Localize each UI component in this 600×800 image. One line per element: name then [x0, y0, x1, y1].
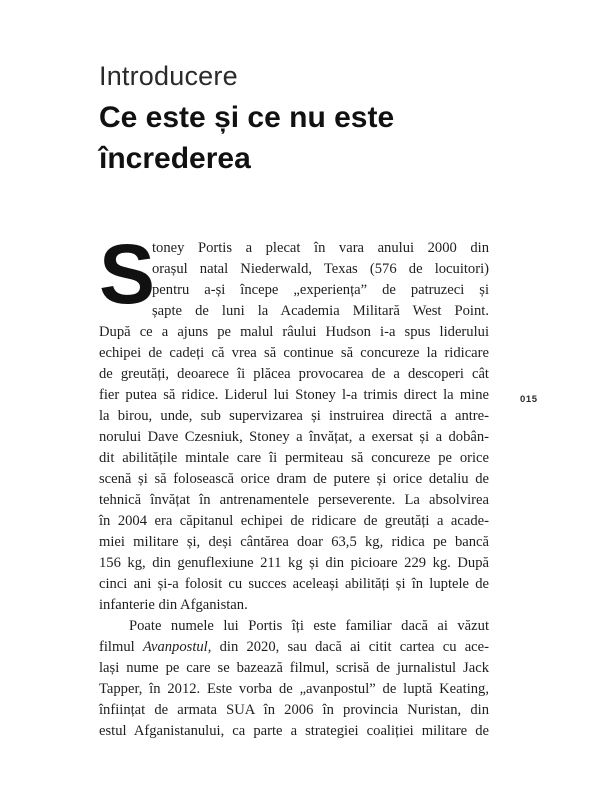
text-line: norului Dave Czesniuk, Stoney a învățat, a exersat și a dobân- [99, 429, 489, 445]
text-line: lași nume pe care se bazează filmul, scrisă de jurnalistul Jack [99, 660, 489, 676]
text-line: fier putea să ridice. Liderul lui Stoney l-a trimis direct la mine [99, 387, 489, 403]
chapter-title-line: încrederea [99, 142, 251, 175]
chapter-label: Introducere [99, 61, 238, 91]
text-line: 156 kg, din genuflexiune 211 kg și din picioare 229 kg. După [99, 555, 489, 571]
text-line: înființat de armata SUA în 2006 în provincia Nuristan, din [99, 702, 489, 718]
text-run: filmul [99, 639, 143, 655]
text-line: estul Afganistanului, ca parte a strategiei coaliției militare de [99, 723, 489, 739]
text-line: șapte de luni la Academia Militară West Point. [152, 303, 489, 319]
text-line: orașul natal Niederwald, Texas (576 de locuitori) [152, 261, 489, 277]
text-run: din 2020, sau dacă ai citit cartea cu ace- [211, 639, 489, 655]
text-line: După ce a ajuns pe malul râului Hudson i-a spus liderului [99, 324, 489, 340]
text-line: infanterie din Afganistan. [99, 597, 248, 613]
chapter-title-line: Ce este și ce nu este [99, 101, 395, 134]
text-line: dit abilitățile mintale care îi permiteau să concureze pe orice [99, 450, 489, 466]
text-line: la birou, unde, sub supervizarea și instruirea directă a antre- [99, 408, 489, 424]
text-line: în 2004 era căpitanul echipei de ridicare de greutăți a acade- [99, 513, 489, 529]
text-line: toney Portis a plecat în vara anului 2000 din [152, 240, 489, 256]
text-line: scenă și să folosească orice dram de putere și orice detaliu de [99, 471, 489, 487]
chapter-title [99, 97, 499, 179]
text-line: tehnică învățat în antrenamentele perseverente. La absolvirea [99, 492, 489, 508]
text-line [99, 637, 489, 658]
text-line: de greutăți, deoarece îi plăcea provocarea de a descoperi cât [99, 366, 489, 382]
text-line: pentru a-și începe „experiența” de patruzeci și [152, 282, 489, 298]
text-line: echipei de cadeți că vrea să continue să concureze la ridicare [99, 345, 489, 361]
text-line: Poate numele lui Portis îți este familiar dacă ai văzut [129, 618, 489, 634]
text-line: cinci ani și-a folosit cu succes aceleași abilități și în luptele de [99, 576, 489, 592]
text-line: miei militare și, deși cântărea doar 63,5 kg, ridica pe bancă [99, 534, 489, 550]
text-line: Tapper, în 2012. Este vorba de „avanpostul” de luptă Keating, [99, 681, 489, 697]
drop-cap-letter: S [99, 227, 156, 321]
book-title-italic: Avanpostul, [142, 639, 212, 655]
page-number: 015 [520, 394, 538, 405]
body-text [99, 238, 489, 742]
